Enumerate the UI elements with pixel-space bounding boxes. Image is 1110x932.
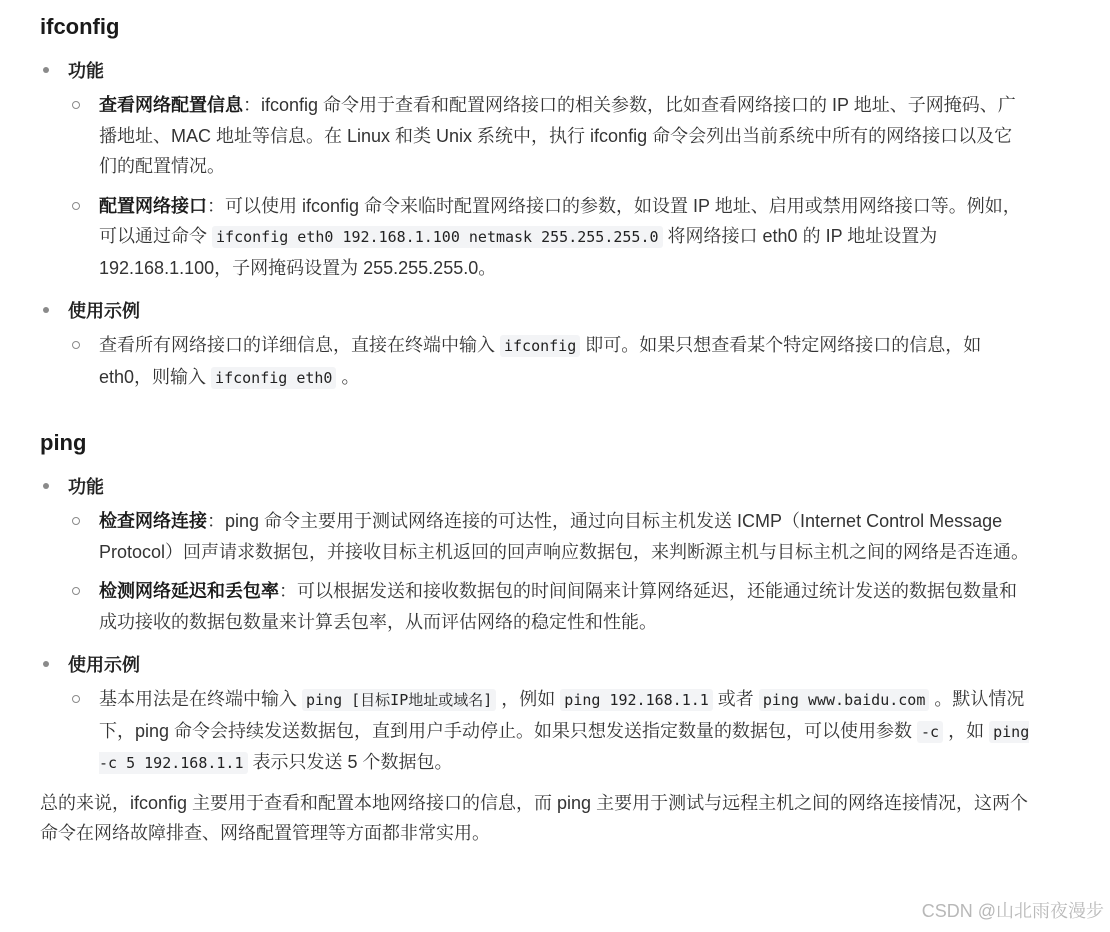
list-item — [68, 576, 1030, 637]
item-term: 检测网络延迟和丢包率 — [99, 581, 279, 601]
colon: ： — [207, 195, 225, 216]
item-text: 。 — [336, 366, 360, 387]
colon: ： — [279, 581, 297, 601]
usage-sublist — [68, 684, 1030, 779]
function-sublist — [68, 506, 1030, 637]
inline-code: ifconfig eth0 — [211, 367, 336, 389]
list-item — [68, 191, 1030, 284]
item-text: ifconfig 命令用于查看和配置网络接口的相关参数，比如查看网络接口的 IP 地址、子网掩码、广播地址、MAC 地址等信息。在 Linux 和类 Unix 系统中，执行 ifconfig 命令会列出当前系统中所有的网络接口以及它们的配置情况。 — [99, 95, 1016, 176]
ifconfig-list — [40, 52, 1030, 393]
list-item — [40, 468, 1030, 637]
list-item — [68, 90, 1030, 182]
item-text: 或者 — [712, 689, 759, 709]
inline-code: ifconfig — [500, 335, 580, 357]
usage-heading: 使用示例 — [68, 655, 140, 675]
usage-sublist — [68, 330, 1030, 393]
list-item — [40, 646, 1030, 779]
item-term: 查看网络配置信息 — [99, 95, 243, 115]
csdn-watermark: CSDN @山北雨夜漫步 — [921, 901, 1104, 921]
usage-heading: 使用示例 — [68, 301, 140, 321]
item-term: 配置网络接口 — [99, 195, 207, 216]
list-item — [68, 330, 1030, 393]
item-text: 查看所有网络接口的详细信息，直接在终端中输入 — [99, 335, 500, 355]
list-item — [68, 506, 1030, 567]
inline-code: ping www.baidu.com — [759, 689, 930, 711]
item-text: 可以使用 ifconfig 命令来临时配置网络接口的参数，如设置 IP 地址、启用或禁用网络接口等。例如，可以通过命令 — [99, 195, 1021, 246]
list-item — [40, 292, 1030, 393]
summary-paragraph: 总的来说，ifconfig 主要用于查看和配置本地网络接口的信息，而 ping 主要用于测试与远程主机之间的网络连接情况，这两个命令在网络故障排查、网络配置管理等方面都非常实用。 — [40, 792, 1029, 843]
item-text: 。默认情况下，ping 命令会持续发送数据包，直到用户手动停止。如果只想发送指定数量的数据包，可以使用参数 — [99, 689, 1025, 741]
ping-list — [40, 468, 1030, 779]
inline-code: -c — [917, 721, 943, 743]
inline-code: ping [目标IP地址或域名] — [302, 689, 496, 711]
list-item — [68, 684, 1030, 779]
section-title-ifconfig: ifconfig — [40, 14, 120, 39]
article-body — [40, 0, 1030, 849]
function-heading: 功能 — [68, 477, 104, 497]
colon: ： — [207, 511, 225, 531]
colon: ： — [243, 95, 261, 115]
function-sublist — [68, 90, 1030, 283]
section-title-ping: ping — [40, 430, 87, 455]
function-heading: 功能 — [68, 61, 104, 81]
list-item — [40, 52, 1030, 283]
item-text: 基本用法是在终端中输入 — [99, 689, 302, 709]
item-text: 可以根据发送和接收数据包的时间间隔来计算网络延迟，还能通过统计发送的数据包数量和成功接收的数据包数量来计算丢包率，从而评估网络的稳定性和性能。 — [99, 581, 1017, 632]
item-text: ping 命令主要用于测试网络连接的可达性，通过向目标主机发送 ICMP（Internet Control Message Protocol）回声请求数据包，并接收目标主机返回的回声响应数据包，来判断源主机与目标主机之间的网络是否连通。 — [99, 511, 1030, 562]
inline-code: ifconfig eth0 192.168.1.100 netmask 255.255.255.0 — [212, 226, 663, 248]
inline-code: ping 192.168.1.1 — [560, 689, 713, 711]
item-term: 检查网络连接 — [99, 511, 207, 531]
item-text: ，如 — [943, 720, 990, 741]
inline-code: ping -c 5 192.168.1.1 — [99, 722, 1030, 772]
item-text: 即可。如果只想查看某个特定网络接口的信息，如 eth0，则输入 — [99, 335, 982, 387]
item-text: 将网络接口 eth0 的 IP 地址设置为 192.168.1.100，子网掩码设置为 255.255.255.0。 — [99, 226, 938, 278]
item-text: 表示只发送 5 个数据包。 — [247, 752, 453, 772]
item-text: ，例如 — [496, 689, 561, 709]
